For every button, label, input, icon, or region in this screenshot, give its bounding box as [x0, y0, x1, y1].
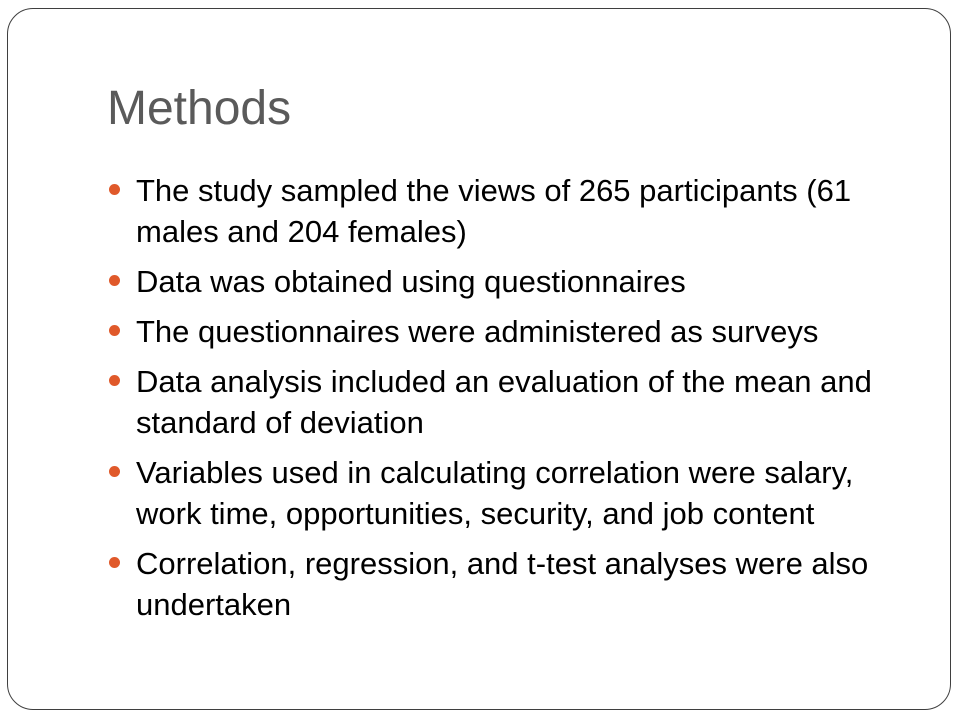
bullet-dot-icon [109, 325, 120, 336]
bullet-text: Variables used in calculating correlation were salary, work time, opportunities, security, and job content [136, 455, 854, 531]
bullet-item [108, 261, 908, 302]
bullet-dot-icon [109, 275, 120, 286]
bullet-dot-icon [109, 557, 120, 568]
slide-frame [7, 8, 951, 710]
bullet-dot-icon [109, 184, 120, 195]
bullet-text: The questionnaires were administered as surveys [136, 314, 819, 349]
bullet-item [108, 361, 908, 443]
bullet-text: Correlation, regression, and t-test analyses were also undertaken [136, 546, 869, 622]
bullet-text: The study sampled the views of 265 participants (61 males and 204 females) [136, 173, 852, 249]
bullet-dot-icon [109, 375, 120, 386]
bullet-text: Data analysis included an evaluation of the mean and standard of deviation [136, 364, 872, 440]
bullet-dot-icon [109, 466, 120, 477]
bullet-item [108, 452, 908, 534]
slide-title: Methods [107, 82, 292, 135]
bullet-list [108, 170, 908, 634]
bullet-item [108, 170, 908, 252]
bullet-item [108, 543, 908, 625]
bullet-item [108, 311, 908, 352]
bullet-text: Data was obtained using questionnaires [136, 264, 686, 299]
